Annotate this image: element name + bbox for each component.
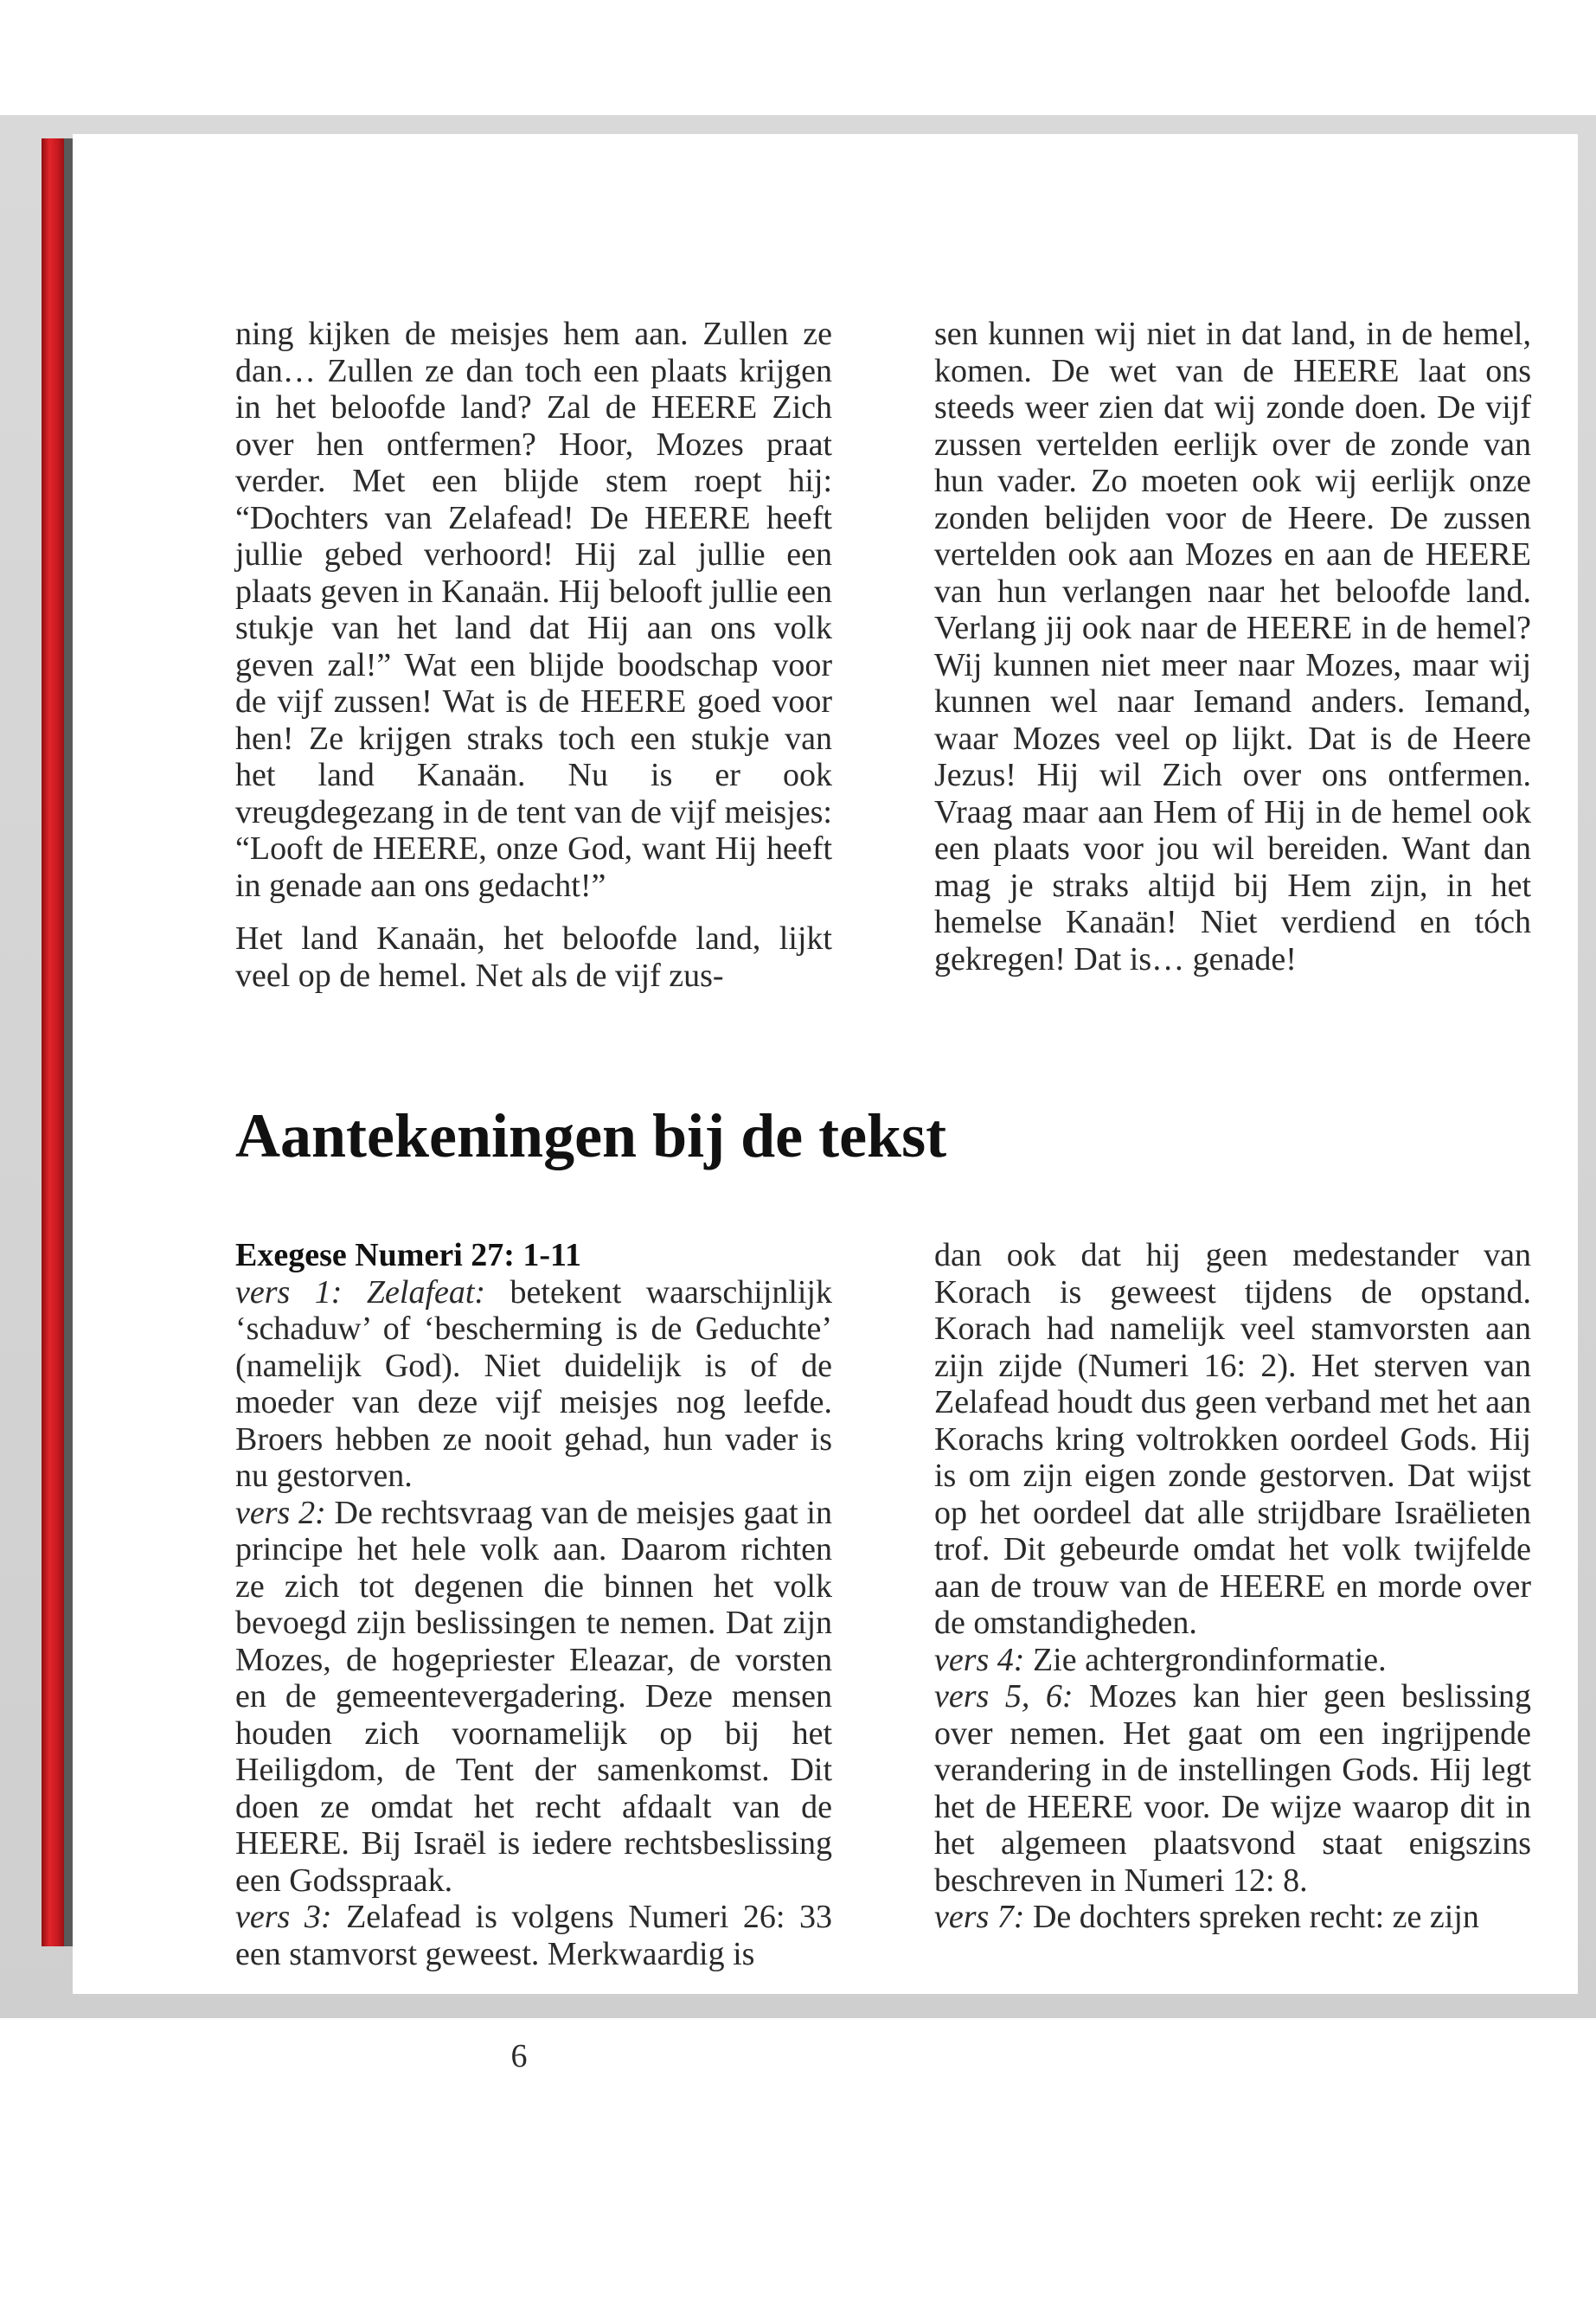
verse-reference: vers 5, 6: [934, 1678, 1074, 1715]
story-column-right [934, 316, 1531, 977]
note-entry [934, 1678, 1531, 1899]
verse-reference: vers 3: [235, 1899, 332, 1935]
verse-reference: vers 2: [235, 1494, 326, 1531]
note-entry [235, 1495, 832, 1900]
story-paragraph: ning kijken de meisjes hem aan. Zullen ze dan… Zullen ze dan toch een plaats krijgen in het beloofde land? Zal de HEERE Zich over hen ontfermen? Hoor, Mozes praat verder. Met een blijde stem roept hij: “Dochters van Zelafead! De HEERE heeft jullie gebed verhoord! Hij zal jullie een plaats geven in Kanaän. Hij belooft jullie een stukje van het land dat Hij aan ons volk geven zal!” Wat een blijde boodschap voor de vijf zussen! Wat is de HEERE goed voor hen! Ze krijgen straks toch een stukje van het land Kanaän. Nu is er ook vreugdegezang in de tent van de vijf meisjes: “Looft de HEERE, onze God, want Hij heeft in genade aan ons gedacht!” [235, 316, 832, 904]
book-spine-shadow [64, 138, 73, 1946]
notes-column-left [235, 1237, 832, 1972]
note-continuation: dan ook dat hij geen medestander van Korach is geweest tijdens de opstand. Korach had namelijk veel stamvorsten aan zijn zijde (Numeri 16: 2). Het sterven van Zelafead houdt dus geen verband met het aan Korachs kring voltrokken oordeel Gods. Hij is om zijn eigen zonde gestorven. Dat wijst op het oordeel dat alle strijdbare Israëlieten trof. Dit gebeurde omdat het volk twijfelde aan de trouw van de HEERE en morde over de omstandigheden. [934, 1237, 1531, 1641]
story-paragraph: sen kunnen wij niet in dat land, in de hemel, komen. De wet van de HEERE laat ons steeds weer zien dat wij zonde doen. De vijf zussen vertelden eerlijk over de zonde van hun vader. Zo moeten ook wij eerlijk onze zonden belijden voor de Heere. De zussen vertelden ook aan Mozes en aan de HEERE van hun verlangen naar het beloofde land. Verlang jij ook naar de HEERE in de hemel? Wij kunnen niet meer naar Mozes, maar wij kunnen wel naar Iemand anders. Iemand, waar Mozes veel op lijkt. Dat is de Heere Jezus! Hij wil Zich over ons ontfermen. Vraag maar aan Hem of Hij in de hemel ook een plaats voor jou wil bereiden. Want dan mag je straks altijd bij Hem zijn, in het hemelse Kanaän! Niet verdiend en tóch gekregen! Dat is… genade! [934, 316, 1531, 977]
note-entry [934, 1642, 1531, 1679]
story-column-left [235, 316, 832, 994]
note-entry [235, 1274, 832, 1495]
note-text: Mozes kan hier geen beslissing over nemen. Het gaat om een ingrijpende verandering in de instellingen Gods. Hij legt het de HEERE voor. De wijze waarop dit in het algemeen plaatsvond staat enigszins beschreven in Numeri 12: 8. [934, 1678, 1532, 1899]
note-text: De rechtsvraag van de meisjes gaat in principe het hele volk aan. Daarom richten ze zich tot degenen die binnen het volk bevoegd zijn beslissingen te nemen. Dat zijn Mozes, de hogepriester Eleazar, de vorsten en de gemeentevergadering. Deze mensen houden zich voornamelijk op bij het Heiligdom, de Tent der samenkomst. Dit doen ze omdat het recht afdaalt van de HEERE. Bij Israël is iedere rechtsbeslissing een Godsspraak. [235, 1494, 832, 1899]
note-text: Zie achtergrondinformatie. [1024, 1641, 1387, 1678]
note-entry [235, 1899, 832, 1972]
verse-reference: vers 7: [934, 1899, 1025, 1935]
page-number: 6 [510, 2038, 528, 2074]
verse-reference: vers 4: [934, 1641, 1025, 1678]
note-entry [934, 1899, 1531, 1936]
book-spine-red [42, 138, 64, 1946]
story-paragraph: Het land Kanaän, het beloofde land, lijkt veel op de hemel. Net als de vijf zus- [235, 920, 832, 994]
section-heading: Aantekeningen bij de tekst [235, 1101, 947, 1170]
note-text: betekent waarschijnlijk ‘schaduw’ of ‘bescherming is de Geduchte’ (namelijk God). Niet duidelijk is of de moeder van deze vijf meisjes nog leefde. Broers hebben ze nooit gehad, hun vader is nu gestorven. [235, 1273, 832, 1494]
exegese-subheading: Exegese Numeri 27: 1-11 [235, 1237, 581, 1273]
verse-reference: vers 1: Zelafeat: [235, 1273, 486, 1311]
notes-column-right [934, 1237, 1531, 1936]
note-text: De dochters spreken recht: ze zijn [1024, 1899, 1479, 1935]
note-text: Zelafead is volgens Numeri 26: 33 een stamvorst geweest. Merkwaardig is [235, 1899, 832, 1972]
